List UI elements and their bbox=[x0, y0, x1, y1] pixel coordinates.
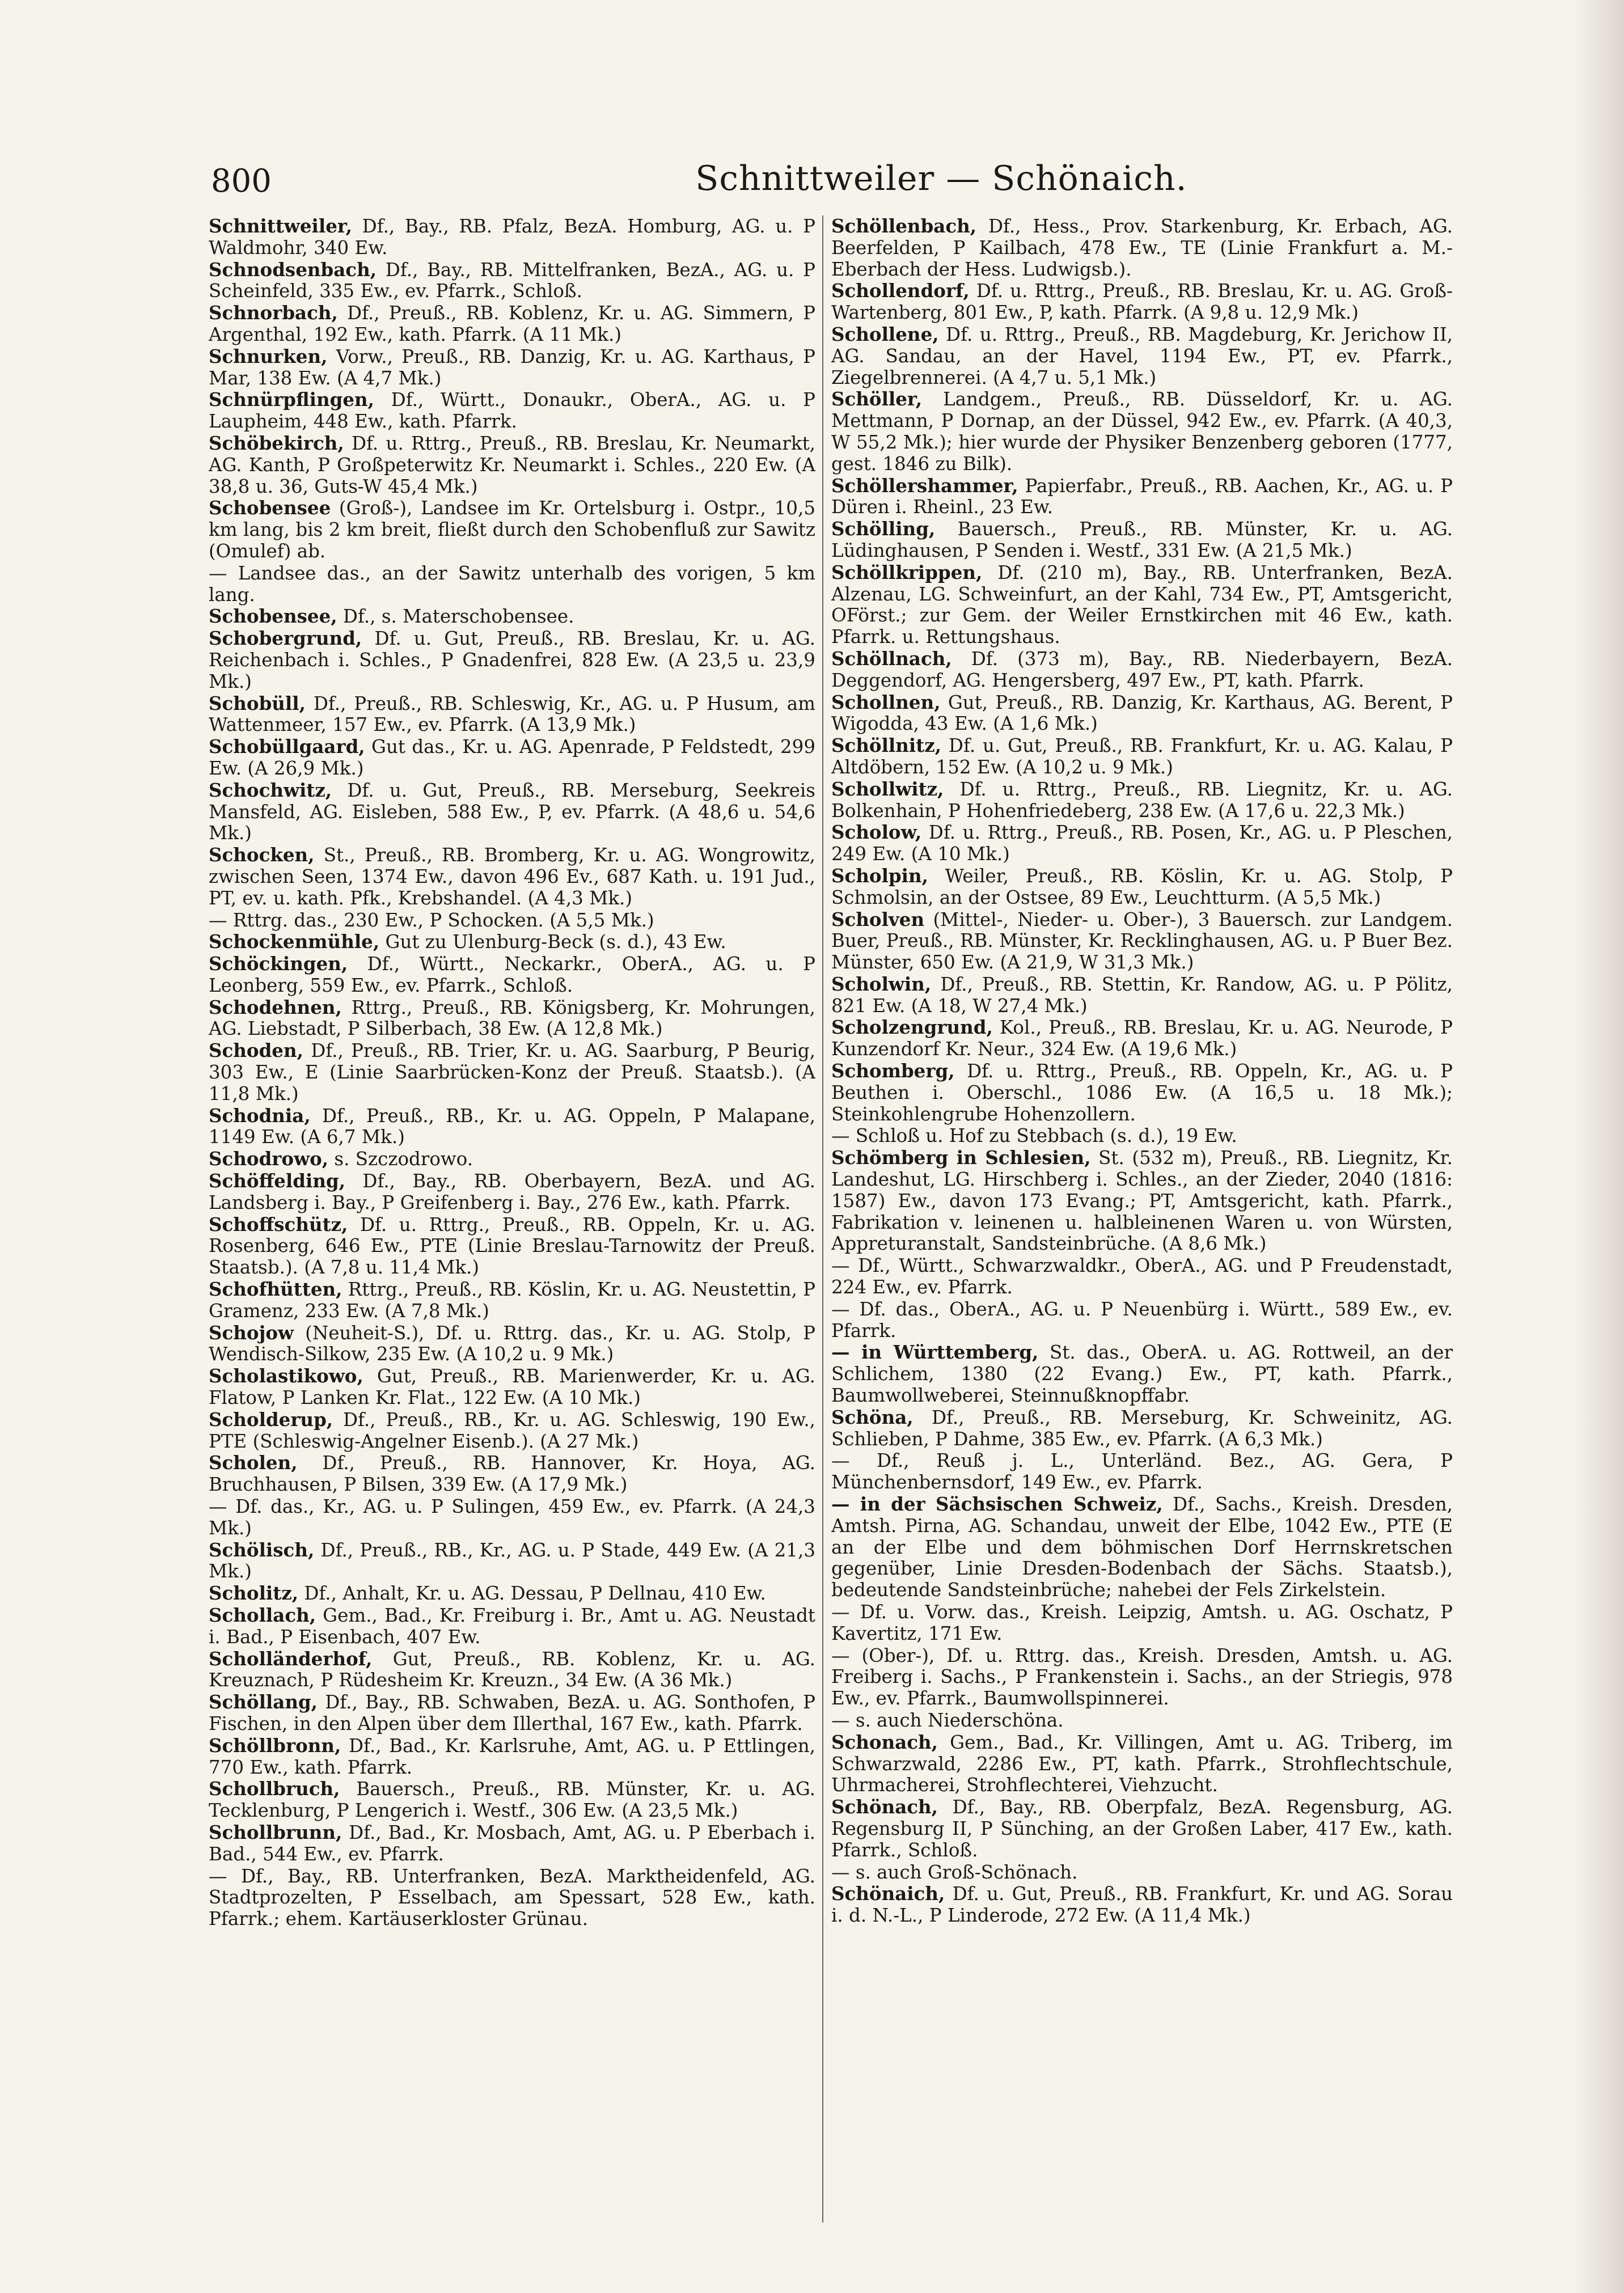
dictionary-entry bbox=[209, 736, 815, 780]
dictionary-entry bbox=[831, 735, 1453, 779]
entry-headword: Schöllang, bbox=[209, 1691, 318, 1714]
dictionary-entry bbox=[831, 779, 1453, 822]
dictionary-entry bbox=[831, 1494, 1453, 1601]
entry-headword: Schoden, bbox=[209, 1039, 303, 1062]
entry-text: — Df. u. Vorw. das., Kreish. Leipzig, Amtsh. u. AG. Oschatz, P Kavertitz, 171 Ew. bbox=[831, 1601, 1453, 1644]
dictionary-entry bbox=[209, 346, 815, 390]
entry-text: Gut, Preuß., RB. Danzig, Kr. Karthaus, AG. Berent, P Wigodda, 43 Ew. (A 1,6 Mk.) bbox=[831, 691, 1453, 735]
entry-headword: Scholzengrund, bbox=[831, 1016, 993, 1039]
dictionary-entry bbox=[831, 1710, 1453, 1732]
entry-headword: Schodnia, bbox=[209, 1104, 311, 1127]
entry-text: Df. u. Rttrg., Preuß., RB. Posen, Kr., AG. u. P Pleschen, 249 Ew. (A 10 Mk.) bbox=[831, 822, 1453, 865]
page-edge-shadow bbox=[1573, 0, 1624, 2293]
entry-headword: Schöller, bbox=[831, 388, 923, 411]
entry-text: Df., Preuß., RB., Kr. u. AG. Oppeln, P Malapane, 1149 Ew. (A 6,7 Mk.) bbox=[209, 1105, 815, 1148]
entry-headword: Schölisch, bbox=[209, 1538, 315, 1561]
entry-headword: Schodrowo, bbox=[209, 1148, 329, 1170]
entry-text: Df., Anhalt, Kr. u. AG. Dessau, P Dellnau, 410 Ew. bbox=[298, 1583, 766, 1605]
dictionary-entry bbox=[209, 997, 815, 1040]
entry-text: Vorw., Preuß., RB. Danzig, Kr. u. AG. Karthaus, P Mar, 138 Ew. (A 4,7 Mk.) bbox=[209, 345, 815, 389]
column-divider bbox=[822, 215, 823, 2223]
entry-text: Df., Bay., RB. Mittelfranken, BezA., AG. u. P Scheinfeld, 335 Ew., ev. Pfarrk., Schloß. bbox=[209, 259, 815, 302]
entry-headword: Schollnen, bbox=[831, 691, 941, 713]
dictionary-entry bbox=[831, 648, 1453, 692]
entry-headword: Schölling, bbox=[831, 518, 936, 540]
entry-headword: Schobüll, bbox=[209, 692, 306, 714]
dictionary-entry bbox=[209, 780, 815, 844]
entry-headword: Schönaich, bbox=[831, 1882, 945, 1905]
entry-text: Df. u. Rttrg., Preuß., RB. Breslau, Kr. u. AG. Groß-Wartenberg, 801 Ew., P, kath. Pfarrk. (A 9,8 u. 12,9 Mk.) bbox=[831, 280, 1453, 324]
dictionary-entry bbox=[831, 1017, 1453, 1060]
entry-headword: Schomberg, bbox=[831, 1060, 955, 1082]
entry-text: Df., Preuß., RB. Hannover, Kr. Hoya, AG. Bruchhausen, P Bilsen, 339 Ew. (A 17,9 Mk.) bbox=[209, 1452, 815, 1496]
entry-headword: Schollene, bbox=[831, 323, 939, 345]
dictionary-entry bbox=[209, 1365, 815, 1409]
entry-headword: Schodehnen, bbox=[209, 996, 342, 1018]
entry-text: Df. u. Gut, Preuß., RB. Frankfurt, Kr. und AG. Sorau i. d. N.-L., P Linderode, 272 Ew. (A 11,4 Mk.) bbox=[831, 1883, 1453, 1927]
entry-text: Papierfabr., Preuß., RB. Aachen, Kr., AG. u. P Düren i. Rheinl., 23 Ew. bbox=[831, 475, 1453, 518]
entry-headword: Schöllershammer, bbox=[831, 474, 1018, 497]
entry-text: Df., Bad., Kr. Karlsruhe, Amt, AG. u. P Ettlingen, 770 Ew., kath. Pfarrk. bbox=[209, 1734, 815, 1778]
entry-text: — s. auch Niederschöna. bbox=[831, 1709, 1064, 1731]
entry-headword: Scholderup, bbox=[209, 1408, 333, 1431]
dictionary-entry bbox=[831, 1125, 1453, 1147]
dictionary-entry bbox=[831, 909, 1453, 974]
entry-text: Gem., Bad., Kr. Freiburg i. Br., Amt u. AG. Neustadt i. Bad., P Eisenbach, 407 Ew. bbox=[209, 1605, 815, 1648]
dictionary-entry bbox=[209, 931, 815, 953]
entry-text: Df. u. Gut, Preuß., RB. Merseburg, Seekreis Mansfeld, AG. Eisleben, 588 Ew., P, ev. Pfarrk. (A 48,6 u. 54,6 Mk.) bbox=[209, 779, 815, 844]
entry-text: — Landsee das., an der Sawitz unterhalb des vorigen, 5 km lang. bbox=[209, 562, 815, 606]
entry-text: — s. auch Groß-Schönach. bbox=[831, 1861, 1078, 1883]
entry-headword: Schocken, bbox=[209, 844, 315, 866]
dictionary-entry bbox=[209, 1822, 815, 1865]
entry-headword: Schönach, bbox=[831, 1796, 938, 1818]
entry-text: — Df., Bay., RB. Unterfranken, BezA. Marktheidenfeld, AG. Stadtprozelten, P Esselbach, am Spessart, 528 Ew., kath. Pfarrk.; ehem. Kartäuserkloster Grünau. bbox=[209, 1865, 815, 1930]
dictionary-entry bbox=[209, 1691, 815, 1735]
dictionary-entry bbox=[209, 693, 815, 737]
entry-text: Df., Preuß., RB., Kr. u. AG. Schleswig, 190 Ew., PTE (Schleswig-Angelner Eisenb.). (A 27 Mk.) bbox=[209, 1408, 815, 1452]
entry-headword: Schnittweiler, bbox=[209, 215, 352, 237]
entry-text: Df., Preuß., RB., Kr., AG. u. P Stade, 449 Ew. (A 21,3 Mk.) bbox=[209, 1539, 815, 1583]
dictionary-entry bbox=[209, 1865, 815, 1930]
dictionary-entry bbox=[209, 1605, 815, 1648]
dictionary-entry bbox=[209, 1214, 815, 1279]
entry-headword: Scholastikowo, bbox=[209, 1365, 363, 1387]
entry-headword: Schobüllgaard, bbox=[209, 735, 365, 758]
entry-text: Df., Bay., RB. Pfalz, BezA. Homburg, AG. u. P Waldmohr, 340 Ew. bbox=[209, 215, 815, 259]
dictionary-entry bbox=[831, 475, 1453, 519]
entry-text: Df. u. Gut, Preuß., RB. Frankfurt, Kr. u. AG. Kalau, P Altdöbern, 152 Ew. (A 10,2 u. 9 Mk.) bbox=[831, 735, 1453, 778]
entry-headword: Scholpin, bbox=[831, 864, 928, 887]
entry-headword: Scholländerhof, bbox=[209, 1647, 373, 1670]
dictionary-entry bbox=[831, 865, 1453, 909]
dictionary-entry bbox=[831, 1732, 1453, 1796]
entry-text: Rttrg., Preuß., RB. Königsberg, Kr. Mohrungen, AG. Liebstadt, P Silberbach, 38 Ew. (A 12,8 Mk.) bbox=[209, 996, 815, 1040]
entry-headword: Schöllbronn, bbox=[209, 1734, 341, 1757]
entry-text: — (Ober-), Df. u. Rttrg. das., Kreish. Dresden, Amtsh. u. AG. Freiberg i. Sachs., P Frankenstein i. Sachs., an der Striegis, 978 Ew., ev. Pfarrk., Baumwollspinnerei. bbox=[831, 1644, 1453, 1710]
entry-headword: Schochwitz, bbox=[209, 779, 332, 801]
entry-text: Df., Sachs., Kreish. Dresden, Amtsh. Pirna, AG. Schandau, unweit der Elbe, 1042 Ew., PTE (E an der Elbe und dem böhmischen Dorf Herrnskretschen gegenüber, Linie Dresden-Bodenbach der Sächs. Staatsb.), bedeutende Sandsteinbrüche; nahebei der Fels Zirkelstein. bbox=[831, 1494, 1453, 1601]
dictionary-entry bbox=[831, 1255, 1453, 1298]
entry-headword: Schöckingen, bbox=[209, 953, 348, 975]
dictionary-entry bbox=[209, 1170, 815, 1214]
dictionary-entry bbox=[831, 324, 1453, 388]
entry-text: (Groß-), Landsee im Kr. Ortelsburg i. Ostpr., 10,5 km lang, bis 2 km breit, fließt durch den Schobenfluß zur Sawitz (Omulef) ab. bbox=[209, 497, 815, 562]
dictionary-entry bbox=[831, 692, 1453, 735]
entry-headword: Scholow, bbox=[831, 821, 922, 844]
entry-text: — Rttrg. das., 230 Ew., P Schocken. (A 5,5 Mk.) bbox=[209, 909, 654, 931]
entry-text: Gut, Preuß., RB. Marienwerder, Kr. u. AG. Flatow, P Lanken Kr. Flat., 122 Ew. (A 10 Mk.) bbox=[209, 1365, 815, 1409]
entry-headword: Schömberg in Schlesien, bbox=[831, 1146, 1091, 1169]
entry-text: Gut das., Kr. u. AG. Apenrade, P Feldstedt, 299 Ew. (A 26,9 Mk.) bbox=[209, 736, 815, 779]
dictionary-entry bbox=[831, 215, 1453, 280]
dictionary-entry bbox=[209, 215, 815, 259]
entry-text: Bauersch., Preuß., RB. Münster, Kr. u. AG. Lüdinghausen, P Senden i. Westf., 331 Ew. (A 21,5 Mk.) bbox=[831, 518, 1453, 561]
entry-headword: Schöllkrippen, bbox=[831, 561, 983, 583]
entry-text: Df., Preuß., RB. Koblenz, Kr. u. AG. Simmern, P Argenthal, 192 Ew., kath. Pfarrk. (A 11 Mk.) bbox=[209, 302, 815, 345]
entry-headword: — in der Sächsischen Schweiz, bbox=[831, 1493, 1163, 1516]
dictionary-entry bbox=[831, 1298, 1453, 1342]
entry-text: (Neuheit-S.), Df. u. Rttrg. das., Kr. u. AG. Stolp, P Wendisch-Silkow, 235 Ew. (A 10,2 u. 9 Mk.) bbox=[209, 1322, 815, 1365]
dictionary-entry bbox=[831, 1796, 1453, 1861]
entry-text: Bauersch., Preuß., RB. Münster, Kr. u. AG. Tecklenburg, P Lengerich i. Westf., 306 Ew. (A 23,5 Mk.) bbox=[209, 1778, 815, 1822]
entry-headword: Schofhütten, bbox=[209, 1278, 342, 1301]
dictionary-entry bbox=[831, 1883, 1453, 1927]
dictionary-entry bbox=[209, 1040, 815, 1105]
entry-headword: Schollwitz, bbox=[831, 777, 944, 800]
entry-headword: Schobensee, bbox=[209, 605, 337, 628]
entry-headword: Schollbrunn, bbox=[209, 1821, 342, 1843]
dictionary-entry bbox=[209, 844, 815, 909]
entry-text: St. (532 m), Preuß., RB. Liegnitz, Kr. Landeshut, LG. Hirschberg i. Schles., an der Zieder, 2040 (1816: 1587) Ew., davon 173 Evang.; PT, Amtsgericht, kath. Pfarrk., Fabrikation v. leinenen u. halbleinenen Waren u. von Würsten, Appreturanstalt, Sandsteinbrüche. (A 8,6 Mk.) bbox=[831, 1147, 1453, 1255]
entry-headword: Schnürpflingen, bbox=[209, 388, 374, 411]
entry-headword: Scholitz, bbox=[209, 1582, 299, 1605]
dictionary-entry bbox=[831, 1060, 1453, 1125]
entry-text: Df., Bad., Kr. Mosbach, Amt, AG. u. P Eberbach i. Bad., 544 Ew., ev. Pfarrk. bbox=[209, 1821, 815, 1865]
entry-text: St. das., OberA. u. AG. Rottweil, an der Schlichem, 1380 (22 Evang.) Ew., PT, kath. Pfarrk., Baumwollweberei, Steinnußknopffabr. bbox=[831, 1342, 1453, 1407]
dictionary-entry bbox=[831, 1601, 1453, 1645]
entry-headword: Schöffelding, bbox=[209, 1170, 346, 1192]
dictionary-entry bbox=[209, 1322, 815, 1366]
entry-headword: Schöna, bbox=[831, 1406, 914, 1428]
entry-text: (Mittel-, Nieder- u. Ober-), 3 Bauersch. zur Landgem. Buer, Preuß., RB. Münster, Kr. Recklinghausen, AG. u. P Buer Bez. Münster, 650 Ew. (A 21,9, W 31,3 Mk.) bbox=[831, 908, 1453, 974]
entry-text: Df. (210 m), Bay., RB. Unterfranken, BezA. Alzenau, LG. Schweinfurt, an der Kahl, 734 Ew., PT, Amtsgericht, OFörst.; zur Gem. der Weiler Ernstkirchen mit 46 Ew., kath. Pfarrk. u. Rettungshaus. bbox=[831, 561, 1453, 648]
page-number: 800 bbox=[211, 163, 272, 200]
dictionary-entry bbox=[209, 302, 815, 346]
dictionary-entry bbox=[209, 497, 815, 562]
entry-text: Gut zu Ulenburg-Beck (s. d.), 43 Ew. bbox=[379, 931, 726, 953]
entry-headword: Scholen, bbox=[209, 1452, 298, 1474]
dictionary-entry bbox=[209, 606, 815, 628]
entry-text: St., Preuß., RB. Bromberg, Kr. u. AG. Wongrowitz, zwischen Seen, 1374 Ew., davon 496 Ev., 687 Kath. u. 191 Jud., PT, ev. u. kath. Pfk., Krebshandel. (A 4,3 Mk.) bbox=[209, 844, 815, 909]
right-column bbox=[831, 215, 1453, 2234]
entry-text: Gut, Preuß., RB. Koblenz, Kr. u. AG. Kreuznach, P Rüdesheim Kr. Kreuzn., 34 Ew. (A 36 Mk.) bbox=[209, 1648, 815, 1691]
running-title: Schnittweiler — Schönaich. bbox=[695, 159, 1187, 198]
dictionary-entry bbox=[209, 1583, 815, 1605]
dictionary-entry bbox=[209, 433, 815, 497]
entry-text: — Df., Württ., Schwarzwaldkr., OberA., AG. und P Freudenstadt, 224 Ew., ev. Pfarrk. bbox=[831, 1255, 1453, 1298]
dictionary-entry bbox=[831, 280, 1453, 324]
entry-text: Df., Preuß., RB. Merseburg, Kr. Schweinitz, AG. Schlieben, P Dahme, 385 Ew., ev. Pfarrk. (A 6,3 Mk.) bbox=[831, 1406, 1453, 1450]
entry-headword: Schoffschütz, bbox=[209, 1213, 348, 1236]
dictionary-entry bbox=[831, 1147, 1453, 1255]
entry-text: Gem., Bad., Kr. Villingen, Amt u. AG. Triberg, im Schwarzwald, 2286 Ew., PT, kath. Pfarrk., Strohflechtschule, Uhrmacherei, Strohflechterei, Viehzucht. bbox=[831, 1731, 1453, 1796]
entry-headword: Scholven bbox=[831, 908, 925, 930]
entry-text: — Df. das., OberA., AG. u. P Neuenbürg i. Württ., 589 Ew., ev. Pfarrk. bbox=[831, 1298, 1453, 1342]
entry-headword: Schöbekirch, bbox=[209, 431, 344, 454]
dictionary-entry bbox=[209, 259, 815, 303]
dictionary-entry bbox=[209, 909, 815, 932]
entry-text: Df., Bay., RB. Oberbayern, BezA. und AG. Landsberg i. Bay., P Greifenberg i. Bay., 276 Ew., kath. Pfarrk. bbox=[209, 1170, 815, 1213]
entry-text: Kol., Preuß., RB. Breslau, Kr. u. AG. Neurode, P Kunzendorf Kr. Neur., 324 Ew. (A 19,6 Mk.) bbox=[831, 1017, 1453, 1060]
dictionary-entry bbox=[831, 1342, 1453, 1406]
entry-text: Df., Preuß., RB. Stettin, Kr. Randow, AG. u. P Pölitz, 821 Ew. (A 18, W 27,4 Mk.) bbox=[831, 973, 1453, 1017]
dictionary-entry bbox=[831, 562, 1453, 648]
entry-text: — Df. das., Kr., AG. u. P Sulingen, 459 Ew., ev. Pfarrk. (A 24,3 Mk.) bbox=[209, 1496, 815, 1539]
entry-headword: Schnurken, bbox=[209, 345, 328, 367]
entry-headword: — in Württemberg, bbox=[831, 1341, 1039, 1364]
dictionary-entry bbox=[831, 518, 1453, 562]
dictionary-entry bbox=[831, 1450, 1453, 1494]
entry-headword: Schockenmühle, bbox=[209, 930, 380, 953]
dictionary-entry bbox=[209, 1735, 815, 1779]
entry-text: Df. (373 m), Bay., RB. Niederbayern, BezA. Deggendorf, AG. Hengersberg, 497 Ew., PT, kath. Pfarrk. bbox=[831, 648, 1453, 691]
dictionary-entry bbox=[831, 1645, 1453, 1710]
dictionary-entry bbox=[209, 1648, 815, 1692]
entry-text: Df. u. Rttrg., Preuß., RB. Breslau, Kr. Neumarkt, AG. Kanth, P Großpeterwitz Kr. Neumarkt i. Schles., 220 Ew. (A 38,8 u. 36, Guts-W 45,4 Mk.) bbox=[209, 432, 815, 497]
entry-text: Df. u. Rttrg., Preuß., RB. Liegnitz, Kr. u. AG. Bolkenhain, P Hohenfriedeberg, 238 Ew. (A 17,6 u. 22,3 Mk.) bbox=[831, 778, 1453, 822]
entry-headword: Schöllnach, bbox=[831, 647, 952, 670]
entry-text: Df., Württ., Neckarkr., OberA., AG. u. P Leonberg, 559 Ew., ev. Pfarrk., Schloß. bbox=[209, 953, 815, 996]
entry-headword: Schnodsenbach, bbox=[209, 258, 377, 281]
dictionary-entry bbox=[209, 1452, 815, 1496]
left-column bbox=[209, 215, 815, 2234]
dictionary-entry bbox=[209, 1409, 815, 1453]
entry-text: Weiler, Preuß., RB. Köslin, Kr. u. AG. Stolp, P Schmolsin, an der Ostsee, 89 Ew., Leuchtturm. (A 5,5 Mk.) bbox=[831, 865, 1453, 908]
dictionary-entry bbox=[209, 1148, 815, 1170]
dictionary-entry bbox=[209, 389, 815, 433]
entry-headword: Schollbruch, bbox=[209, 1778, 340, 1800]
dictionary-entry bbox=[209, 1279, 815, 1322]
entry-headword: Schöllnitz, bbox=[831, 734, 942, 757]
entry-text: Df. u. Rttrg., Preuß., RB. Oppeln, Kr. u. AG. Rosenberg, 646 Ew., PTE (Linie Breslau-Tarnowitz der Preuß. Staatsb.). (A 7,8 u. 11,4 Mk.) bbox=[209, 1213, 815, 1279]
dictionary-entry bbox=[831, 1407, 1453, 1450]
dictionary-entry bbox=[209, 1778, 815, 1822]
entry-headword: Schobensee bbox=[209, 497, 331, 519]
dictionary-entry bbox=[831, 1862, 1453, 1884]
entry-headword: Schonach, bbox=[831, 1731, 938, 1753]
entry-text: — Df., Reuß j. L., Unterländ. Bez., AG. Gera, P Münchenbernsdorf, 149 Ew., ev. Pfarrk. bbox=[831, 1450, 1453, 1494]
dictionary-entry bbox=[209, 953, 815, 997]
entry-headword: Schojow bbox=[209, 1321, 294, 1344]
dictionary-entry bbox=[831, 974, 1453, 1017]
entry-text: s. Szczodrowo. bbox=[328, 1148, 473, 1170]
entry-headword: Schobergrund, bbox=[209, 627, 362, 650]
entry-text: — Schloß u. Hof zu Stebbach (s. d.), 19 Ew. bbox=[831, 1125, 1237, 1147]
entry-headword: Schnorbach, bbox=[209, 302, 338, 324]
dictionary-entry bbox=[209, 628, 815, 692]
entry-headword: Scholwin, bbox=[831, 972, 932, 995]
entry-text: Df., Bay., RB. Schwaben, BezA. u. AG. Sonthofen, P Fischen, in den Alpen über dem Illerthal, 167 Ew., kath. Pfarrk. bbox=[209, 1691, 815, 1734]
dictionary-entry bbox=[209, 562, 815, 606]
entry-text: Rttrg., Preuß., RB. Köslin, Kr. u. AG. Neustettin, P Gramenz, 233 Ew. (A 7,8 Mk.) bbox=[209, 1279, 815, 1322]
entry-text: Df., Hess., Prov. Starkenburg, Kr. Erbach, AG. Beerfelden, P Kailbach, 478 Ew., TE (Linie Frankfurt a. M.-Eberbach der Hess. Ludwigsb.). bbox=[831, 215, 1453, 280]
entry-text: Df., s. Materschobensee. bbox=[337, 606, 574, 628]
dictionary-entry bbox=[209, 1496, 815, 1539]
entry-text: Df. u. Rttrg., Preuß., RB. Magdeburg, Kr. Jerichow II, AG. Sandau, an der Havel, 1194 Ew., PT, ev. Pfarrk., Ziegelbrennerei. (A 4,7 u. 5,1 Mk.) bbox=[831, 323, 1453, 388]
entry-text: Df., Württ., Donaukr., OberA., AG. u. P Laupheim, 448 Ew., kath. Pfarrk. bbox=[209, 389, 815, 433]
entry-headword: Schollendorf, bbox=[831, 280, 970, 302]
entry-text: Df. u. Gut, Preuß., RB. Breslau, Kr. u. AG. Reichenbach i. Schles., P Gnadenfrei, 828 Ew. (A 23,5 u. 23,9 Mk.) bbox=[209, 628, 815, 692]
entry-text: Df., Preuß., RB. Schleswig, Kr., AG. u. P Husum, am Wattenmeer, 157 Ew., ev. Pfarrk. (A 13,9 Mk.) bbox=[209, 692, 815, 736]
dictionary-entry bbox=[209, 1105, 815, 1149]
entry-text: Df., Bay., RB. Oberpfalz, BezA. Regensburg, AG. Regensburg II, P Sünching, an der Großen Laber, 417 Ew., kath. Pfarrk., Schloß. bbox=[831, 1796, 1453, 1861]
dictionary-entry bbox=[831, 822, 1453, 865]
dictionary-entry bbox=[831, 388, 1453, 475]
entry-headword: Schöllenbach, bbox=[831, 215, 977, 237]
dictionary-entry bbox=[209, 1539, 815, 1583]
entry-headword: Schollach, bbox=[209, 1604, 316, 1626]
entry-text: Df. u. Rttrg., Preuß., RB. Oppeln, Kr., AG. u. P Beuthen i. Oberschl., 1086 Ew. (A 16,5 u. 18 Mk.); Steinkohlengrube Hohenzollern. bbox=[831, 1060, 1453, 1125]
entry-text: Landgem., Preuß., RB. Düsseldorf, Kr. u. AG. Mettmann, P Dornap, an der Düssel, 942 Ew., ev. Pfarrk. (A 40,3, W 55,2 Mk.); hier wurde der Physiker Benzenberg geboren (1777, gest. 1846 zu Bilk). bbox=[831, 388, 1453, 475]
entry-text: Df., Preuß., RB. Trier, Kr. u. AG. Saarburg, P Beurig, 303 Ew., E (Linie Saarbrücken-Konz der Preuß. Staatsb.). (A 11,8 Mk.) bbox=[209, 1040, 815, 1105]
